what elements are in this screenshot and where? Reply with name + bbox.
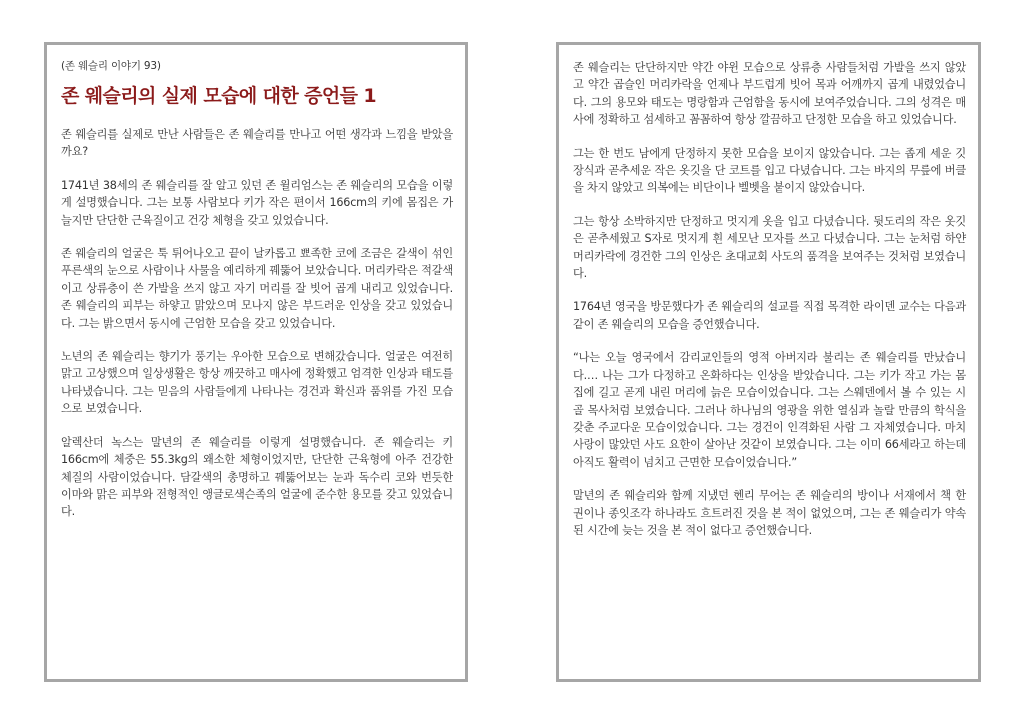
paragraph: 존 웨슬리는 단단하지만 약간 야윈 모습으로 상류층 사람들처럼 가발을 쓰지 않았고 약간 곱슬인 머리카락을 언제나 부드럽게 빗어 목과 어깨까지 곱게 내렸었습니다. 그의 용모와 태도는 명랑함과 근엄함을 동시에 보여주었습니다. 그의 성격은 매사에 정확하고 섬세하고 꼼꼼하여 항상 깔끔하고 단정한 모습을 하고 있었습니다. <box>573 61 966 127</box>
paragraph: 노년의 존 웨슬리는 향기가 풍기는 우아한 모습으로 변해갔습니다. 얼굴은 여전히 맑고 고상했으며 일상생활은 항상 깨끗하고 매사에 정확했고 엄격한 인상과 태도를 나타냈습니다. 그는 믿음의 사람들에게 나타나는 경건과 확신과 품위를 가진 모습으로 보였습니다. <box>61 350 453 416</box>
paragraph: 1764년 영국을 방문했다가 존 웨슬리의 설교를 직접 목격한 라이덴 교수는 다음과 같이 존 웨슬리의 모습을 증언했습니다. <box>573 300 966 331</box>
quote-paragraph: “나는 오늘 영국에서 감리교인들의 영적 아버지라 불리는 존 웨슬리를 만났습니다.… 나는 그가 다정하고 온화하다는 인상을 받았습니다. 그는 키가 작고 가는 몸집에 길고 곧게 내린 머리에 늙은 모습이었습니다. 그는 스웨덴에서 볼 수 있는 시골 목사처럼 보였습니다. 그러나 하나님의 영광을 위한 열심과 놀랄 만큼의 학식을 갖춘 주교다운 모습이었습니다. 그는 경건이 인격화된 사람 그 자체였습니다. 마치 사랑이 많았던 사도 요한이 살아난 것같이 보였습니다. 그는 이미 66세라고 하는데 아직도 활력이 넘치고 근면한 모습이었습니다.” <box>573 351 966 469</box>
paragraph: 말년의 존 웨슬리와 함께 지냈던 헨리 무어는 존 웨슬리의 방이나 서재에서 책 한 권이나 종잇조각 하나라도 흐트러진 것을 본 적이 없었으며, 그는 존 웨슬리가 약속된 시간에 늦는 것을 본 적이 없다고 증언했습니다. <box>573 489 966 537</box>
paragraph: 그는 한 번도 남에게 단정하지 못한 모습을 보이지 않았습니다. 그는 좁게 세운 깃 장식과 곧추세운 작은 옷깃을 단 코트를 입고 다녔습니다. 그는 바지의 무릎에 버클을 차지 않았고 의복에는 비단이나 벨벳을 붙이지 않았습니다. <box>573 146 966 195</box>
right-page <box>556 42 981 682</box>
paragraph: 존 웨슬리의 얼굴은 툭 튀어나오고 끝이 날카롭고 뾰족한 코에 조금은 갈색이 섞인 푸른색의 눈으로 사람이나 사물을 예리하게 꿰뚫어 보았습니다. 머리카락은 적갈색이고 상류층이 쓴 가발을 쓰지 않고 자기 머리를 잘 빗어 곱게 내리고 있었습니다. 존 웨슬리의 피부는 하얗고 맑았으며 모나지 않은 부드러운 인상을 갖고 있었습니다. 그는 밝으면서 동시에 근엄한 모습을 갖고 있었습니다. <box>61 247 453 330</box>
right-page-content <box>573 59 966 555</box>
page-title: 존 웨슬리의 실제 모습에 대한 증언들 1 <box>61 85 377 107</box>
paragraph: 1741년 38세의 존 웨슬리를 잘 알고 있던 존 윌리엄스는 존 웨슬리의 모습을 이렇게 설명했습니다. 그는 보통 사람보다 키가 작은 편이서 166cm의 키에 몸집은 가늘지만 단단한 근육질이고 건강 체형을 갖고 있었습니다. <box>61 178 453 227</box>
left-page <box>44 42 468 682</box>
paragraph: 알렉산더 녹스는 말년의 존 웨슬리를 이렇게 설명했습니다. 존 웨슬리는 키 166cm에 체중은 55.3kg의 왜소한 체형이었지만, 단단한 근육형에 아주 건강한 체질의 사람이었습니다. 담갈색의 총명하고 꿰뚫어보는 눈과 독수리 코와 번듯한 이마와 맑은 피부와 전형적인 앵글로색슨족의 얼굴에 준수한 용모를 갖고 있었습니다. <box>61 435 453 519</box>
series-label: (존 웨슬리 이야기 93) <box>61 60 161 72</box>
left-page-content <box>61 59 453 537</box>
paragraph: 존 웨슬리를 실제로 만난 사람들은 존 웨슬리를 만나고 어떤 생각과 느낌을 받았을까요? <box>61 128 453 159</box>
paragraph: 그는 항상 소박하지만 단정하고 멋지게 옷을 입고 다녔습니다. 뒷도리의 작은 옷깃은 곧추세웠고 S자로 멋지게 흰 세모난 모자를 쓰고 다녔습니다. 그는 눈처럼 하얀 머리카락에 경건한 그의 인상은 초대교회 사도의 품격을 보여주는 것처럼 보였습니다. <box>573 214 966 281</box>
